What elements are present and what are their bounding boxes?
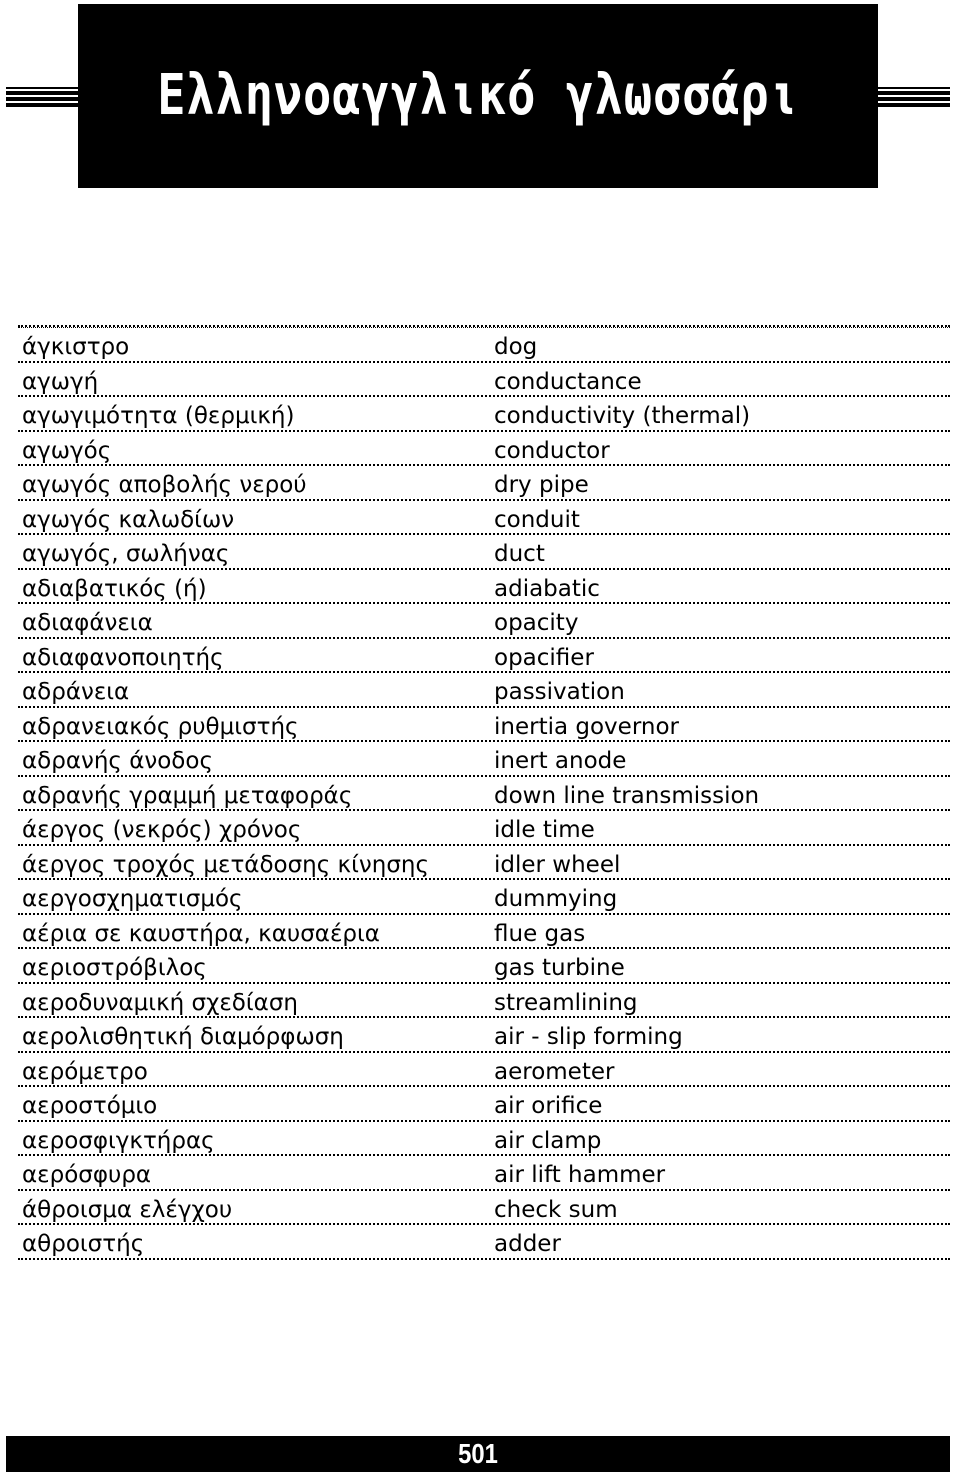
english-term: conductivity (thermal)	[494, 403, 751, 429]
greek-term: αδιαφάνεια	[22, 610, 153, 636]
english-term: conductor	[494, 437, 610, 464]
english-term: dry pipe	[494, 472, 589, 498]
glossary-row	[18, 673, 950, 708]
glossary-row	[18, 501, 950, 536]
glossary-row	[18, 363, 950, 398]
greek-term: αδιαβατικός (ή)	[22, 575, 207, 602]
english-term: adder	[494, 1231, 561, 1257]
glossary-row	[18, 397, 950, 432]
english-term: opacity	[494, 610, 579, 636]
glossary-row	[18, 639, 950, 674]
english-term: air lift hammer	[494, 1162, 666, 1188]
glossary-row	[18, 984, 950, 1019]
title-decoration-right	[878, 87, 950, 109]
greek-term: αεργοσχηματισμός	[22, 886, 243, 912]
english-term: dog	[494, 334, 538, 360]
glossary-row	[18, 1122, 950, 1157]
greek-term: αεριοστρόβιλος	[22, 955, 207, 981]
english-term: conduit	[494, 506, 580, 533]
glossary-row	[18, 535, 950, 570]
greek-term: άθροισμα ελέγχου	[22, 1196, 233, 1223]
title-decoration-left	[6, 87, 78, 109]
page-title: Ελληνοαγγλικό γλωσσάρι	[157, 63, 799, 128]
glossary-row	[18, 328, 950, 363]
english-term: inertia governor	[494, 713, 679, 740]
english-term: flue gas	[494, 920, 586, 947]
greek-term: αεροδυναμική σχεδίαση	[22, 989, 298, 1016]
english-term: idler wheel	[494, 851, 621, 878]
english-term: aerometer	[494, 1058, 615, 1085]
glossary-row	[18, 880, 950, 915]
greek-term: αδιαφανοποιητής	[22, 644, 224, 671]
title-banner	[78, 4, 878, 188]
greek-term: αεροσφιγκτήρας	[22, 1127, 215, 1154]
greek-term: αγωγός, σωλήνας	[22, 541, 230, 567]
english-term: opacifier	[494, 644, 594, 671]
greek-term: αέρια σε καυστήρα, καυσαέρια	[22, 920, 380, 947]
glossary-row	[18, 1053, 950, 1088]
greek-term: αερόμετρο	[22, 1058, 148, 1085]
greek-term: αερόσφυρα	[22, 1162, 152, 1188]
glossary-row	[18, 949, 950, 984]
english-term: down line transmission	[494, 782, 760, 809]
glossary-row	[18, 604, 950, 639]
glossary-row	[18, 846, 950, 881]
english-term: adiabatic	[494, 575, 600, 602]
page-number: 501	[458, 1438, 498, 1469]
greek-term: αγωγή	[22, 368, 99, 395]
greek-term: αδράνεια	[22, 679, 130, 705]
glossary-row	[18, 466, 950, 501]
greek-term: αγωγός καλωδίων	[22, 506, 235, 533]
glossary-row	[18, 915, 950, 950]
glossary-row	[18, 708, 950, 743]
greek-term: άγκιστρο	[22, 334, 130, 360]
glossary-row	[18, 1191, 950, 1226]
english-term: dummying	[494, 886, 618, 912]
glossary-list	[18, 325, 950, 1260]
greek-term: αθροιστής	[22, 1231, 145, 1257]
greek-term: αδρανής άνοδος	[22, 748, 213, 774]
english-term: conductance	[494, 368, 642, 395]
english-term: gas turbine	[494, 955, 625, 981]
footer-bar	[6, 1436, 950, 1472]
glossary-row	[18, 1225, 950, 1260]
english-term: inert anode	[494, 748, 627, 774]
english-term: streamlining	[494, 989, 638, 1016]
greek-term: άεργος (νεκρός) χρόνος	[22, 817, 302, 843]
glossary-row	[18, 570, 950, 605]
glossary-row	[18, 1087, 950, 1122]
greek-term: αδρανειακός ρυθμιστής	[22, 713, 299, 740]
english-term: air - slip forming	[494, 1024, 683, 1050]
english-term: duct	[494, 541, 545, 567]
english-term: air orifice	[494, 1093, 603, 1119]
greek-term: αεροστόμιο	[22, 1093, 158, 1119]
english-term: idle time	[494, 817, 595, 843]
glossary-row	[18, 742, 950, 777]
greek-term: αγωγός	[22, 437, 112, 464]
glossary-row	[18, 1156, 950, 1191]
glossary-row	[18, 1018, 950, 1053]
greek-term: αγωγιμότητα (θερμική)	[22, 403, 295, 429]
english-term: check sum	[494, 1196, 618, 1223]
glossary-row	[18, 811, 950, 846]
english-term: passivation	[494, 679, 625, 705]
greek-term: άεργος τροχός μετάδοσης κίνησης	[22, 851, 429, 878]
greek-term: αδρανής γραμμή μεταφοράς	[22, 782, 353, 809]
glossary-row	[18, 432, 950, 467]
greek-term: αγωγός αποβολής νερού	[22, 472, 307, 498]
glossary-row	[18, 777, 950, 812]
greek-term: αερολισθητική διαμόρφωση	[22, 1024, 344, 1050]
english-term: air clamp	[494, 1127, 602, 1154]
